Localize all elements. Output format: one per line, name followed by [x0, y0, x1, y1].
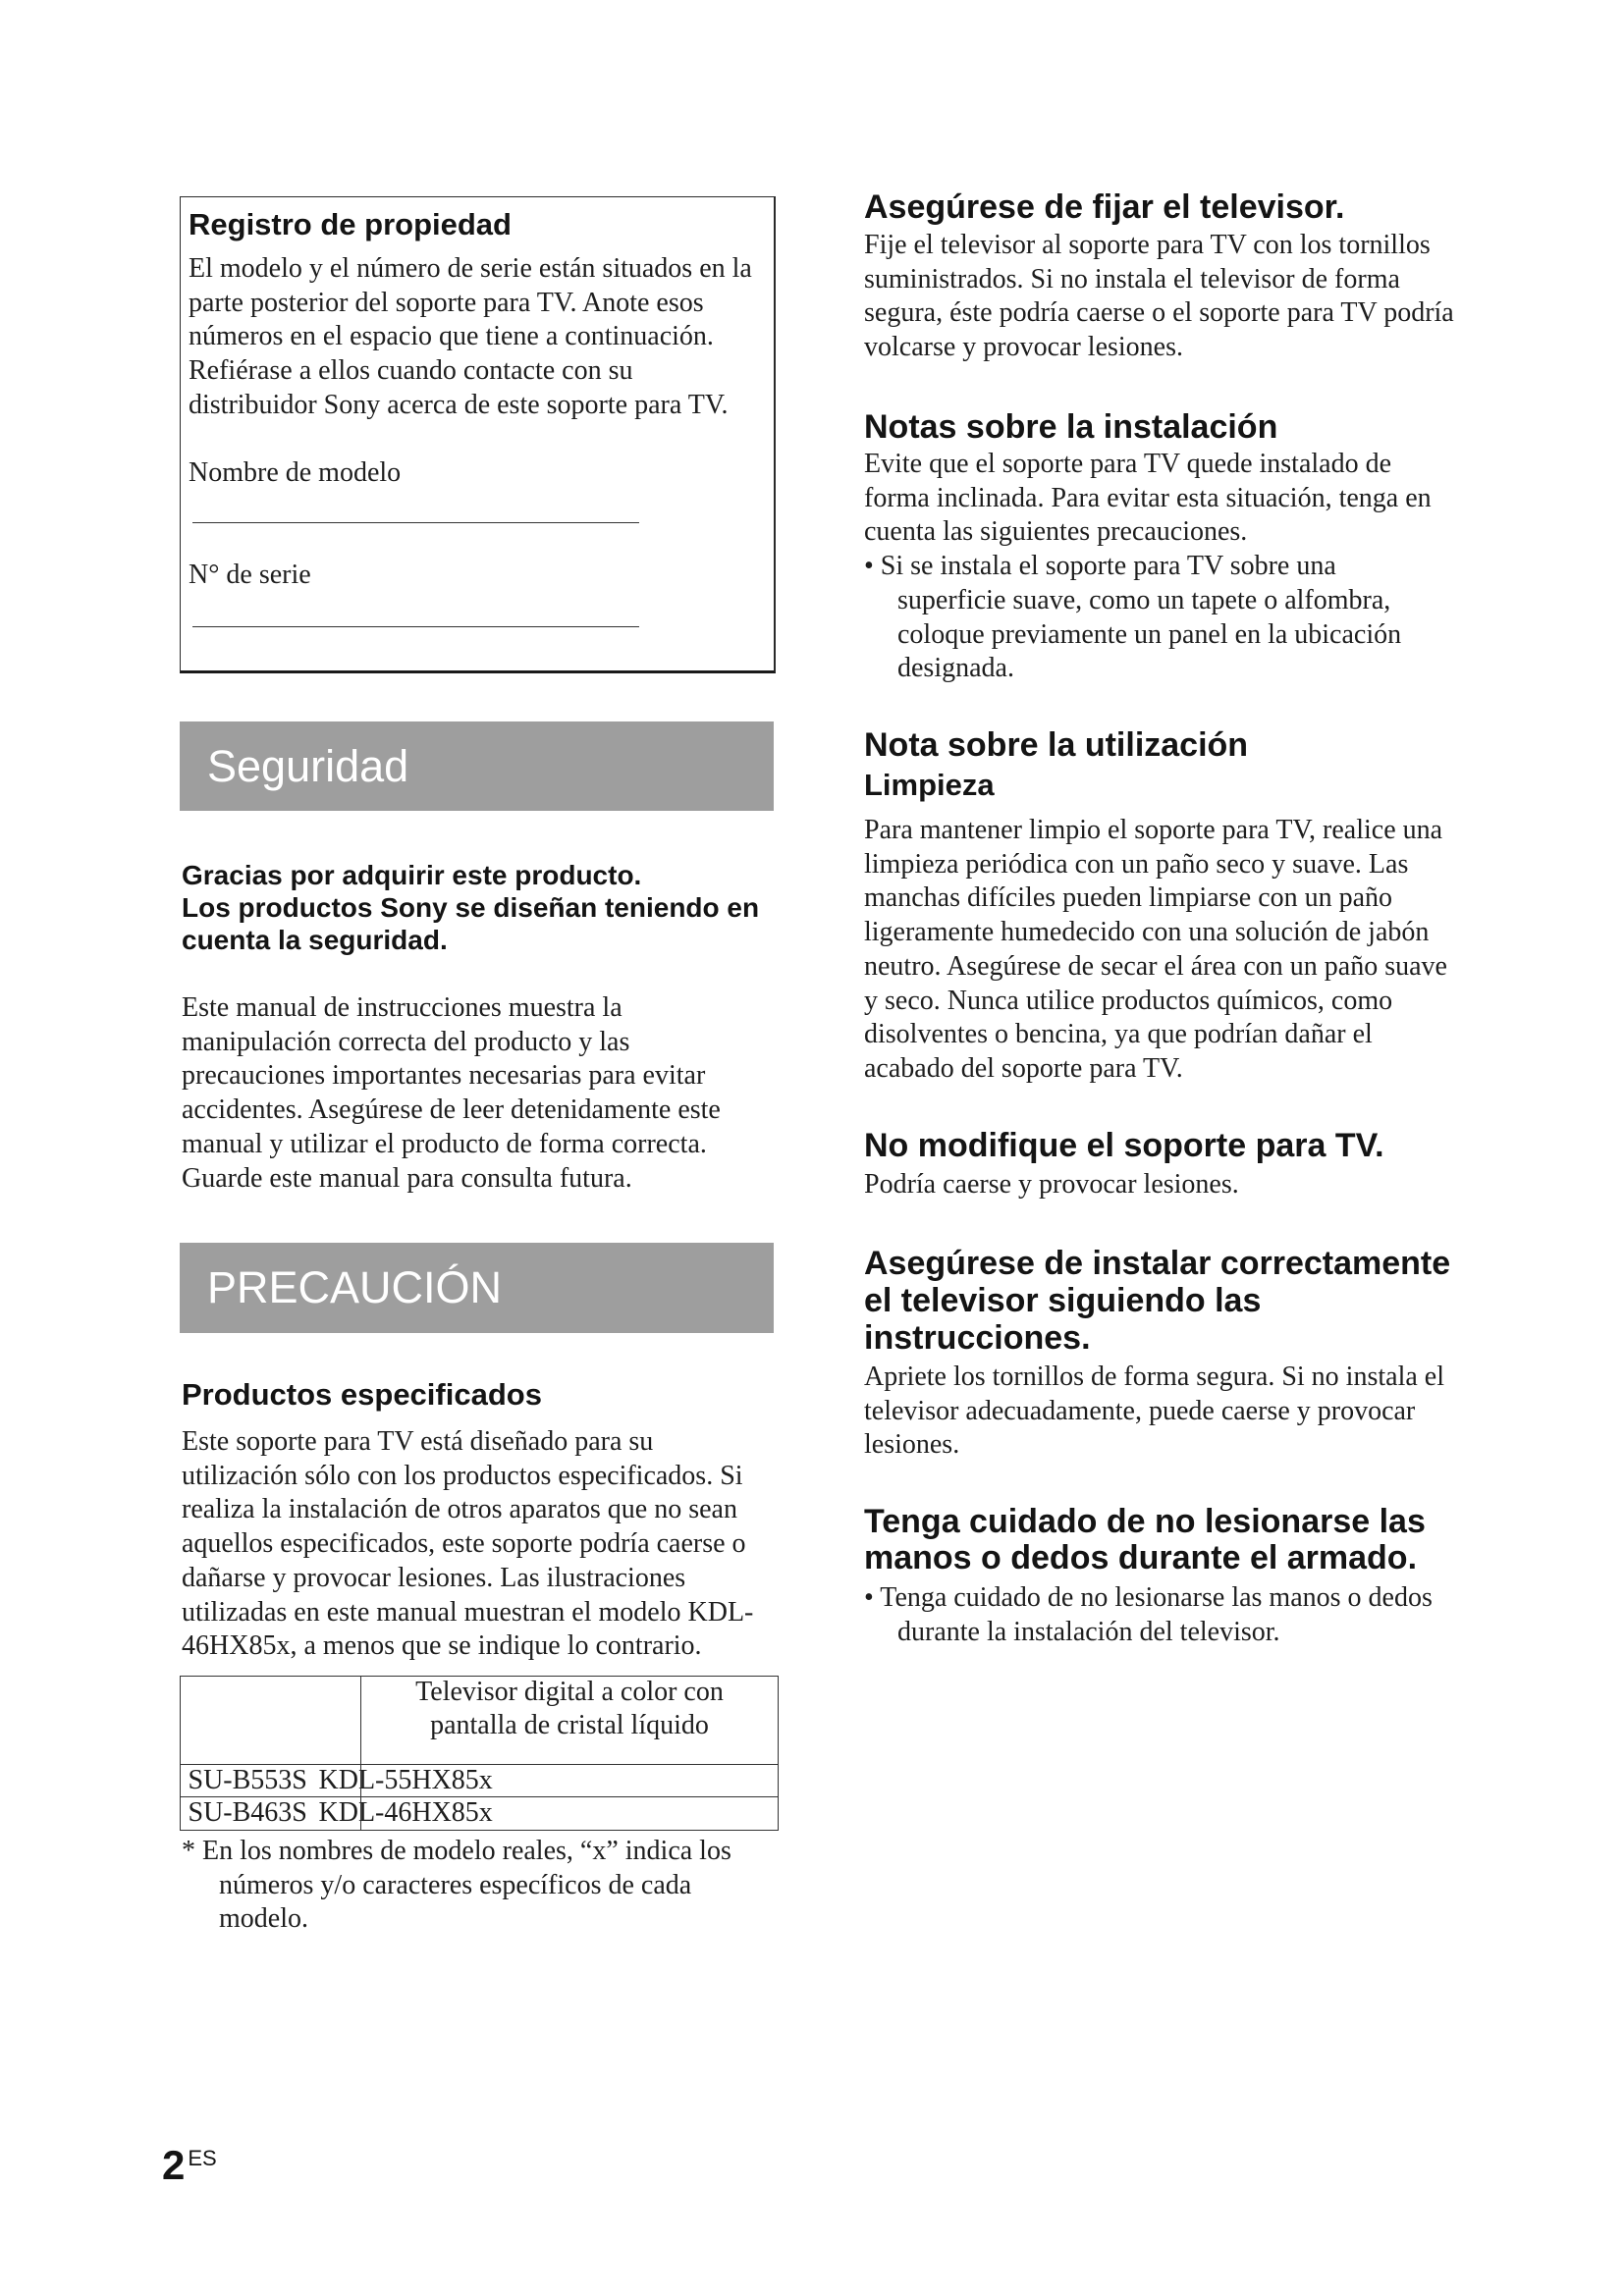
model-name-write-line [192, 522, 639, 523]
secure-tv-heading: Asegúrese de fijar el televisor. [864, 188, 1345, 226]
paragraph-line: segura, éste podría caerse o el soporte para TV podría [864, 297, 1454, 329]
paragraph-line: números en el espacio que tiene a continuación. [189, 321, 714, 352]
model-name-label: Nombre de modelo [189, 457, 402, 488]
table-cell-stand-model: SU-B463S [188, 1797, 307, 1828]
footnote-line: modelo. [219, 1903, 308, 1935]
paragraph-line: utilización sólo con los productos especificados. Si [182, 1460, 743, 1491]
paragraph-line: dañarse y provocar lesiones. Las ilustraciones [182, 1562, 686, 1593]
paragraph-line: manipulación correcta del producto y las [182, 1026, 630, 1057]
paragraph-line: lesiones. [864, 1429, 960, 1461]
paragraph-line: El modelo y el número de serie están situados en la [189, 253, 752, 284]
intro-line: cuenta la seguridad. [182, 925, 448, 955]
specified-products-body [182, 1425, 753, 1664]
secure-tv-body [864, 229, 1454, 365]
table-cell-tv-model: KDL-55HX85x [318, 1765, 493, 1795]
compatibility-table [180, 1676, 779, 1831]
install-correctly-body [864, 1361, 1444, 1463]
paragraph-line: disolventes o bencina, ya que podrían dañar el [864, 1019, 1373, 1050]
table-cell-tv-model: KDL-46HX85x [318, 1797, 493, 1828]
ownership-record-title: Registro de propiedad [189, 207, 512, 241]
table-header-cell [361, 1676, 778, 1742]
paragraph-line: utilizadas en este manual muestran el modelo KDL- [182, 1596, 754, 1628]
table-footnote [182, 1835, 731, 1937]
paragraph-line: Para mantener limpio el soporte para TV, realice una [864, 815, 1443, 845]
caution-banner [180, 1243, 774, 1333]
installation-notes-heading: Notas sobre la instalación [864, 408, 1278, 446]
paragraph-line: Evite que el soporte para TV quede instalado de [864, 449, 1392, 479]
specified-products-heading: Productos especificados [182, 1377, 542, 1412]
paragraph-line: aquellos especificados, este soporte podría caerse o [182, 1528, 746, 1560]
table-cell-stand-model: SU-B553S [188, 1765, 307, 1795]
paragraph-line: accidentes. Asegúrese de leer detenidamente este [182, 1095, 721, 1126]
hand-injury-heading [864, 1504, 1426, 1576]
bullet-line: superficie suave, como un tapete o alfombra, [897, 584, 1391, 615]
hand-injury-body [864, 1581, 1433, 1649]
table-column-divider [360, 1677, 361, 1830]
safety-banner-title: Seguridad [207, 741, 409, 791]
footnote-line: números y/o caracteres específicos de cada [219, 1869, 692, 1900]
paragraph-line: Este manual de instrucciones muestra la [182, 992, 623, 1023]
do-not-modify-heading: No modifique el soporte para TV. [864, 1127, 1384, 1164]
paragraph-line: acabado del soporte para TV. [864, 1052, 1183, 1084]
bullet-line: • Tenga cuidado de no lesionarse las manos o dedos [864, 1582, 1433, 1613]
serial-number-write-line [192, 626, 639, 627]
paragraph-line: distribuidor Sony acerca de este soporte para TV. [189, 389, 729, 420]
heading-line: manos o dedos durante el armado. [864, 1539, 1418, 1576]
usage-note-heading: Nota sobre la utilización [864, 726, 1249, 764]
heading-line: el televisor siguiendo las [864, 1282, 1262, 1319]
heading-line: instrucciones. [864, 1319, 1091, 1357]
intro-line: Los productos Sony se diseñan teniendo en [182, 892, 760, 923]
table-header-line: Televisor digital a color con [415, 1677, 724, 1707]
paragraph-line: parte posterior del soporte para TV. Anote esos [189, 287, 704, 318]
bullet-line: designada. [897, 653, 1014, 684]
intro-line: Gracias por adquirir este producto. [182, 860, 642, 890]
installation-notes-body [864, 448, 1432, 686]
paragraph-line: suministrados. Si no instala el televisor de forma [864, 263, 1400, 294]
page-language-code: ES [188, 2146, 217, 2170]
paragraph-line: Apriete los tornillos de forma segura. Si no instala el [864, 1362, 1444, 1392]
bullet-line: • Si se instala el soporte para TV sobre una [864, 551, 1336, 582]
paragraph-line: ligeramente humedecido con una solución de jabón [864, 917, 1430, 948]
paragraph-line: volcarse y provocar lesiones. [864, 332, 1183, 363]
paragraph-line: televisor adecuadamente, puede caerse y provocar [864, 1395, 1416, 1426]
ownership-record-box [180, 196, 776, 673]
table-header-line: pantalla de cristal líquido [430, 1710, 709, 1740]
paragraph-line: neutro. Asegúrese de secar el área con un paño suave [864, 950, 1447, 982]
paragraph-line: Fije el televisor al soporte para TV con los tornillos [864, 230, 1431, 260]
heading-line: Tenga cuidado de no lesionarse las [864, 1503, 1426, 1540]
footnote-line: * En los nombres de modelo reales, “x” indica los [182, 1836, 731, 1866]
safety-intro [182, 859, 759, 956]
heading-line: Asegúrese de instalar correctamente [864, 1245, 1451, 1282]
paragraph-line: Este soporte para TV está diseñado para su [182, 1426, 654, 1457]
caution-banner-title: PRECAUCIÓN [207, 1262, 503, 1312]
bullet-line: coloque previamente un panel en la ubicación [897, 618, 1402, 650]
safety-body [182, 991, 721, 1196]
paragraph-line: 46HX85x, a menos que se indique lo contrario. [182, 1630, 702, 1662]
cleaning-body [864, 814, 1447, 1087]
do-not-modify-body [864, 1168, 1239, 1202]
paragraph-line: cuenta las siguientes precauciones. [864, 516, 1248, 548]
paragraph-line: manchas difíciles pueden limpiarse con un paño [864, 882, 1393, 914]
paragraph-line: limpieza periódica con un paño seco y suave. Las [864, 848, 1409, 880]
cleaning-subheading: Limpieza [864, 768, 995, 802]
serial-number-label: N° de serie [189, 560, 311, 590]
page-number-value: 2 [162, 2142, 186, 2188]
paragraph-line: Podría caerse y provocar lesiones. [864, 1169, 1239, 1200]
ownership-record-text [189, 252, 752, 423]
safety-banner [180, 721, 774, 811]
paragraph-line: manual y utilizar el producto de forma correcta. [182, 1128, 707, 1159]
page-number [162, 2142, 217, 2188]
paragraph-line: Guarde este manual para consulta futura. [182, 1162, 632, 1194]
bullet-line: durante la instalación del televisor. [897, 1616, 1280, 1647]
paragraph-line: Refiérase a ellos cuando contacte con su [189, 355, 633, 387]
paragraph-line: precauciones importantes necesarias para evitar [182, 1060, 706, 1092]
install-correctly-heading [864, 1245, 1450, 1357]
paragraph-line: forma inclinada. Para evitar esta situación, tenga en [864, 482, 1432, 513]
paragraph-line: y seco. Nunca utilice productos químicos, como [864, 985, 1393, 1016]
paragraph-line: realiza la instalación de otros aparatos que no sean [182, 1494, 737, 1525]
